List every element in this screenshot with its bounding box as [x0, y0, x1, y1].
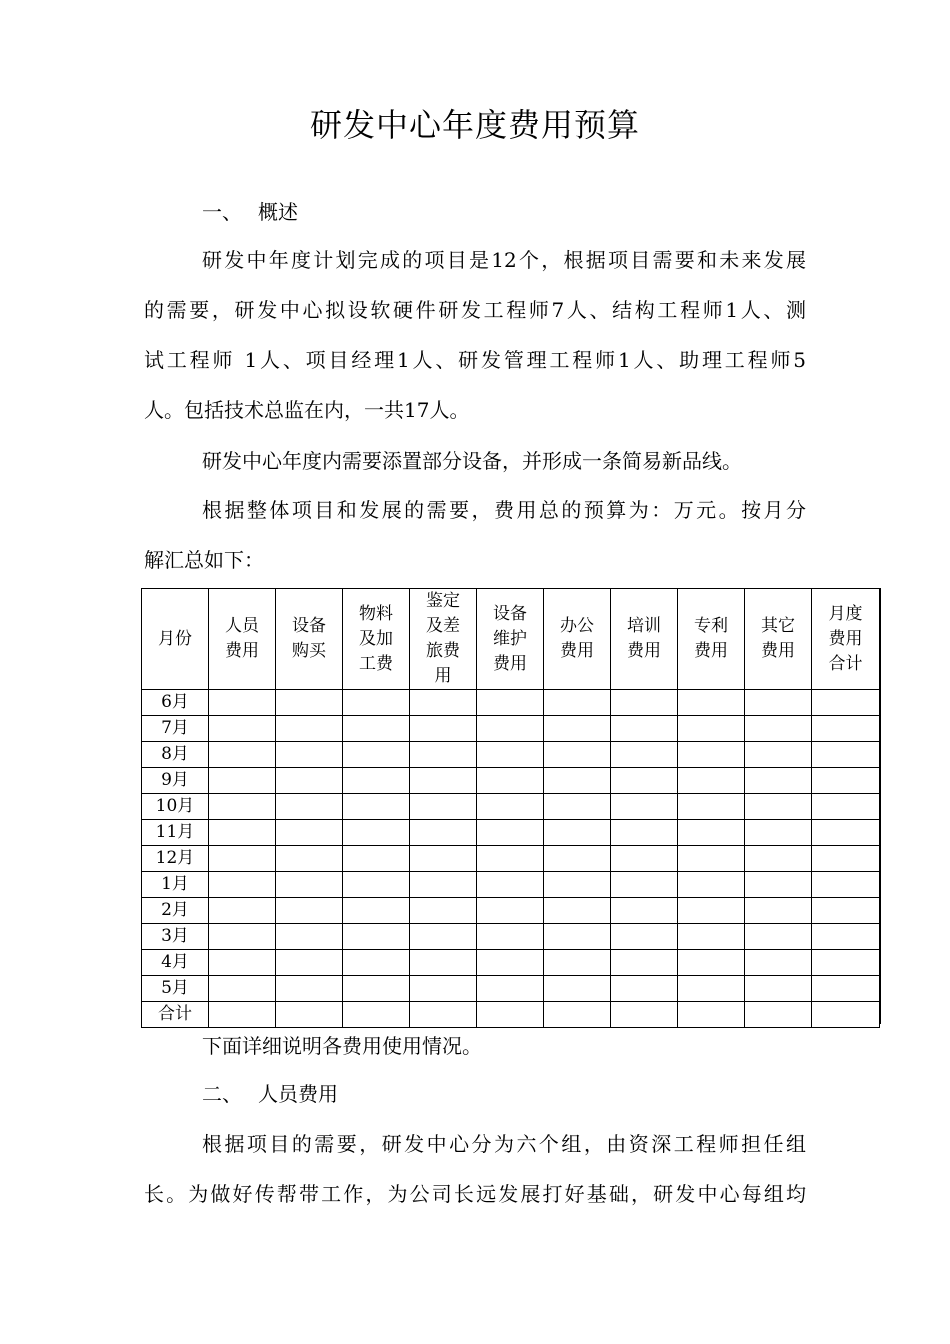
table-cell — [343, 898, 410, 924]
table-cell — [209, 716, 276, 742]
month-label-cell: 6月 — [142, 690, 209, 716]
table-cell — [276, 690, 343, 716]
table-cell — [276, 950, 343, 976]
table-cell — [678, 846, 745, 872]
table-cell — [477, 690, 544, 716]
table-cell — [745, 768, 812, 794]
table-cell — [410, 924, 477, 950]
month-label-cell: 3月 — [142, 924, 209, 950]
table-header-cell: 鉴定 及差 旅费 用 — [410, 589, 477, 690]
table-cell — [276, 1002, 343, 1028]
table-cell — [477, 872, 544, 898]
table-cell — [209, 976, 276, 1002]
month-label-cell: 合计 — [142, 1002, 209, 1028]
table-cell — [544, 976, 611, 1002]
section-2-title: 人员费用 — [258, 1082, 338, 1106]
table-cell — [611, 898, 678, 924]
document-title: 研发中心年度费用预算 — [309, 106, 640, 144]
table-cell — [477, 1002, 544, 1028]
table-header-cell: 办公 费用 — [544, 589, 611, 690]
table-header-cell: 专利 费用 — [678, 589, 745, 690]
table-header-cell: 设备 维护 费用 — [477, 589, 544, 690]
table-cell — [544, 716, 611, 742]
table-cell — [343, 768, 410, 794]
table-cell — [276, 976, 343, 1002]
table-cell — [410, 768, 477, 794]
table-cell — [678, 872, 745, 898]
table-cell — [209, 872, 276, 898]
table-cell — [745, 690, 812, 716]
table-cell — [410, 690, 477, 716]
table-cell — [343, 846, 410, 872]
table-cell — [812, 794, 880, 820]
table-cell — [812, 898, 880, 924]
table-cell — [678, 898, 745, 924]
table-cell — [209, 950, 276, 976]
table-cell — [544, 1002, 611, 1028]
table-cell — [678, 1002, 745, 1028]
table-cell — [812, 742, 880, 768]
table-cell — [678, 690, 745, 716]
table-cell — [745, 872, 812, 898]
table-cell — [276, 846, 343, 872]
table-cell — [209, 898, 276, 924]
table-cell — [611, 846, 678, 872]
paragraph-equipment: 研发中心年度内需要添置部分设备，并形成一条简易新品线。 — [202, 449, 742, 473]
paragraph-line: 研发中年度计划完成的项目是12个，根据项目需要和未来发展 — [202, 248, 806, 272]
table-cell — [477, 716, 544, 742]
table-cell — [745, 846, 812, 872]
table-cell — [276, 742, 343, 768]
table-cell — [745, 976, 812, 1002]
table-header-cell: 人员 费用 — [209, 589, 276, 690]
table-cell — [812, 690, 880, 716]
table-cell — [477, 950, 544, 976]
table-cell — [343, 820, 410, 846]
table-cell — [209, 768, 276, 794]
table-cell — [678, 742, 745, 768]
table-cell — [812, 846, 880, 872]
table-row — [142, 1002, 880, 1028]
table-cell — [678, 820, 745, 846]
table-cell — [611, 950, 678, 976]
table-border-line — [880, 588, 881, 1024]
table-cell — [410, 794, 477, 820]
table-cell — [209, 820, 276, 846]
table-header-cell: 月度 费用 合计 — [812, 589, 880, 690]
table-cell — [611, 716, 678, 742]
table-cell — [276, 716, 343, 742]
table-cell — [410, 976, 477, 1002]
table-cell — [276, 924, 343, 950]
table-cell — [544, 820, 611, 846]
table-cell — [745, 716, 812, 742]
section-1-number: 一、 — [202, 200, 242, 224]
table-cell — [209, 846, 276, 872]
paragraph-line: 长。为做好传帮带工作，为公司长远发展打好基础，研发中心每组均 — [144, 1182, 806, 1206]
section-2-heading — [202, 1080, 338, 1108]
table-cell — [343, 976, 410, 1002]
table-cell — [276, 794, 343, 820]
table-cell — [678, 976, 745, 1002]
table-cell — [745, 1002, 812, 1028]
section-1-title: 概述 — [258, 200, 298, 224]
table-cell — [544, 924, 611, 950]
month-label-cell: 4月 — [142, 950, 209, 976]
table-cell — [678, 716, 745, 742]
table-cell — [410, 1002, 477, 1028]
table-cell — [812, 1002, 880, 1028]
table-cell — [678, 794, 745, 820]
table-cell — [812, 924, 880, 950]
table-header-cell: 月份 — [142, 589, 209, 690]
table-row — [142, 742, 880, 768]
table-cell — [209, 690, 276, 716]
table-row — [142, 690, 880, 716]
table-cell — [611, 690, 678, 716]
table-cell — [410, 820, 477, 846]
table-cell — [209, 794, 276, 820]
section-1-heading — [202, 198, 298, 226]
table-row — [142, 924, 880, 950]
table-cell — [477, 846, 544, 872]
table-row — [142, 820, 880, 846]
table-row — [142, 976, 880, 1002]
table-cell — [745, 950, 812, 976]
table-cell — [611, 1002, 678, 1028]
month-label-cell: 8月 — [142, 742, 209, 768]
budget-table — [141, 588, 880, 1028]
table-cell — [276, 898, 343, 924]
table-cell — [477, 768, 544, 794]
table-cell — [544, 898, 611, 924]
table-cell — [209, 1002, 276, 1028]
table-cell — [276, 768, 343, 794]
table-cell — [544, 872, 611, 898]
table-cell — [343, 872, 410, 898]
table-row — [142, 950, 880, 976]
table-cell — [477, 976, 544, 1002]
table-cell — [343, 1002, 410, 1028]
month-label-cell: 2月 — [142, 898, 209, 924]
table-cell — [343, 950, 410, 976]
table-cell — [678, 950, 745, 976]
table-cell — [544, 950, 611, 976]
table-cell — [812, 872, 880, 898]
table-cell — [812, 950, 880, 976]
table-row — [142, 846, 880, 872]
table-cell — [745, 898, 812, 924]
month-label-cell: 5月 — [142, 976, 209, 1002]
table-row — [142, 898, 880, 924]
table-cell — [343, 690, 410, 716]
table-cell — [678, 924, 745, 950]
table-cell — [544, 846, 611, 872]
table-cell — [343, 742, 410, 768]
section-2-number: 二、 — [202, 1082, 242, 1106]
paragraph-line: 解汇总如下： — [144, 548, 264, 572]
table-cell — [745, 924, 812, 950]
table-cell — [611, 742, 678, 768]
table-cell — [477, 898, 544, 924]
month-label-cell: 11月 — [142, 820, 209, 846]
paragraph-line: 根据整体项目和发展的需要，费用总的预算为：万元。按月分 — [202, 498, 806, 522]
table-cell — [276, 872, 343, 898]
table-cell — [745, 794, 812, 820]
table-cell — [410, 716, 477, 742]
table-cell — [410, 898, 477, 924]
table-cell — [678, 768, 745, 794]
table-header-cell: 设备 购买 — [276, 589, 343, 690]
month-label-cell: 10月 — [142, 794, 209, 820]
table-cell — [477, 820, 544, 846]
table-header-cell: 培训 费用 — [611, 589, 678, 690]
table-cell — [477, 794, 544, 820]
table-cell — [544, 690, 611, 716]
table-cell — [410, 742, 477, 768]
table-cell — [209, 742, 276, 768]
month-label-cell: 1月 — [142, 872, 209, 898]
table-cell — [812, 820, 880, 846]
paragraph-line: 人。包括技术总监在内，一共17人。 — [144, 398, 470, 422]
table-cell — [410, 872, 477, 898]
table-cell — [410, 950, 477, 976]
month-label-cell: 7月 — [142, 716, 209, 742]
table-row — [142, 768, 880, 794]
table-cell — [611, 794, 678, 820]
table-row — [142, 872, 880, 898]
paragraph-line: 根据项目的需要，研发中心分为六个组，由资深工程师担任组 — [202, 1132, 806, 1156]
table-header-cell: 物料 及加 工费 — [343, 589, 410, 690]
table-cell — [477, 742, 544, 768]
table-cell — [611, 924, 678, 950]
table-cell — [343, 924, 410, 950]
table-cell — [611, 820, 678, 846]
table-cell — [343, 794, 410, 820]
table-header-cell: 其它 费用 — [745, 589, 812, 690]
month-label-cell: 12月 — [142, 846, 209, 872]
table-cell — [812, 716, 880, 742]
table-header-row — [142, 589, 880, 690]
table-cell — [544, 768, 611, 794]
table-cell — [544, 742, 611, 768]
table-row — [142, 794, 880, 820]
month-label-cell: 9月 — [142, 768, 209, 794]
table-cell — [745, 820, 812, 846]
table-cell — [611, 768, 678, 794]
table-cell — [812, 976, 880, 1002]
paragraph-after-table: 下面详细说明各费用使用情况。 — [202, 1034, 482, 1058]
table-cell — [745, 742, 812, 768]
table-cell — [410, 846, 477, 872]
table-cell — [276, 820, 343, 846]
paragraph-line: 的需要，研发中心拟设软硬件研发工程师7人、结构工程师1人、测 — [144, 298, 806, 322]
table-row — [142, 716, 880, 742]
table-cell — [544, 794, 611, 820]
paragraph-line: 试工程师 1人、项目经理1人、研发管理工程师1人、助理工程师5 — [144, 348, 806, 372]
table-cell — [812, 768, 880, 794]
table-cell — [477, 924, 544, 950]
table-cell — [611, 872, 678, 898]
table-cell — [343, 716, 410, 742]
table-cell — [611, 976, 678, 1002]
table-cell — [209, 924, 276, 950]
